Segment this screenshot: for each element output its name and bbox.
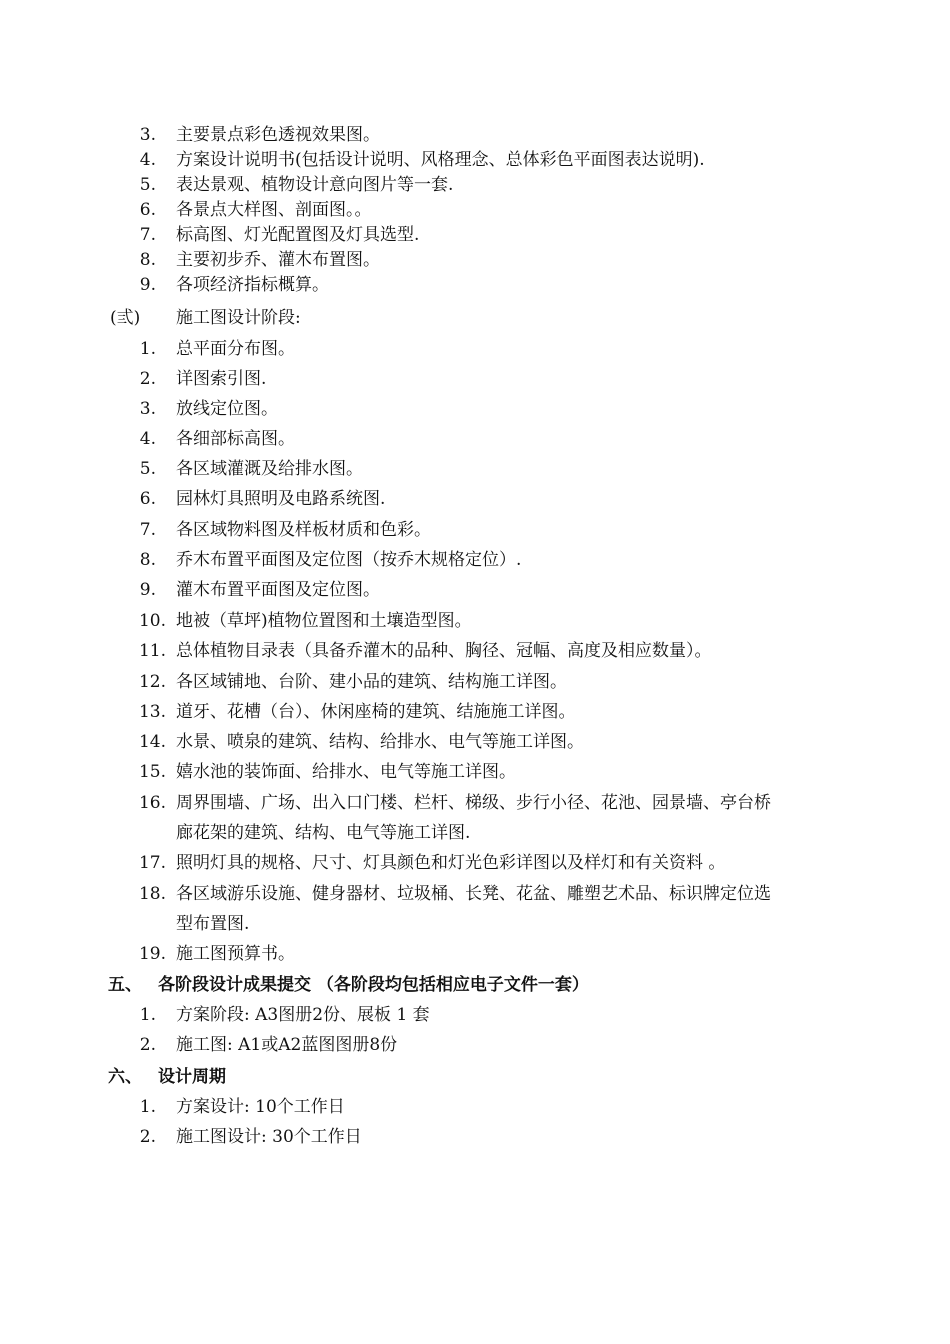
item-number: 2.	[139, 369, 156, 389]
item-number: 8.	[139, 250, 156, 270]
item-text: 灌木布置平面图及定位图。	[176, 580, 380, 600]
item-text: 放线定位图。	[176, 399, 278, 419]
item-text: 园林灯具照明及电路系统图.	[176, 489, 386, 509]
item-number: 3.	[139, 399, 156, 419]
item-number: 9.	[139, 275, 156, 295]
item-number: 5.	[139, 175, 156, 195]
item-number: 17.	[138, 853, 166, 873]
item-number: 18.	[138, 884, 166, 904]
item-number: 8.	[139, 550, 156, 570]
item-number: 2.	[139, 1035, 156, 1055]
item-text: 表达景观、植物设计意向图片等一套.	[176, 175, 454, 195]
item-number: 4.	[139, 150, 156, 170]
item-number: 13.	[138, 702, 166, 722]
item-text: 各区域游乐设施、健身器材、垃圾桶、长凳、花盆、雕塑艺术品、标识牌定位选	[176, 884, 771, 904]
item-number: 10.	[138, 611, 166, 631]
item-number: 6.	[139, 489, 156, 509]
item-text: 乔木布置平面图及定位图（按乔木规格定位）.	[176, 550, 522, 570]
item-text: 周界围墙、广场、出入口门楼、栏杆、梯级、步行小径、花池、园景墙、亭台桥	[176, 793, 771, 813]
item-number: 4.	[139, 429, 156, 449]
item-text: 详图索引图.	[176, 369, 267, 389]
item-text: 嬉水池的装饰面、给排水、电气等施工详图。	[176, 762, 516, 782]
item-number: 1.	[139, 1097, 156, 1117]
item-text: 方案阶段: A3图册2份、展板 1 套	[176, 1005, 430, 1025]
item-number: 6.	[139, 200, 156, 220]
item-text: 各景点大样图、剖面图。。	[176, 200, 372, 220]
item-text: 各项经济指标概算。	[176, 275, 329, 295]
item-number: 3.	[139, 125, 156, 145]
item-number: 14.	[138, 732, 166, 752]
item-text: 道牙、花槽（台）、休闲座椅的建筑、结施施工详图。	[176, 702, 576, 722]
item-number: 1.	[139, 339, 156, 359]
item-text: 照明灯具的规格、尺寸、灯具颜色和灯光色彩详图以及样灯和有关资料 。	[176, 853, 726, 873]
item-text: 方案设计说明书(包括设计说明、风格理念、总体彩色平面图表达说明).	[176, 150, 705, 170]
section-number: 六、	[108, 1067, 142, 1087]
item-text: 方案设计: 10个工作日	[176, 1097, 345, 1117]
item-text: 主要初步乔、灌木布置图。	[176, 250, 380, 270]
item-number: 19.	[138, 944, 166, 964]
item-number: 9.	[139, 580, 156, 600]
item-number: 15.	[138, 762, 166, 782]
item-text: 施工图: A1或A2蓝图图册8份	[176, 1035, 398, 1055]
item-text: 各区域铺地、台阶、建小品的建筑、结构施工详图。	[176, 672, 567, 692]
item-number: 5.	[139, 459, 156, 479]
item-number: 2.	[139, 1127, 156, 1147]
item-text: 水景、喷泉的建筑、结构、给排水、电气等施工详图。	[176, 732, 584, 752]
item-number: 7.	[139, 520, 156, 540]
item-text: 施工图设计: 30个工作日	[176, 1127, 362, 1147]
item-text: 型布置图.	[176, 914, 250, 934]
item-text: 总体植物目录表（具备乔灌木的品种、胸径、冠幅、高度及相应数量）。	[176, 641, 712, 661]
subsection-number: (弎)	[110, 308, 141, 328]
section-title: 设计周期	[158, 1067, 226, 1087]
item-text: 各区域灌溉及给排水图。	[176, 459, 363, 479]
item-text: 各细部标高图。	[176, 429, 295, 449]
item-number: 7.	[139, 225, 156, 245]
subsection-title: 施工图设计阶段:	[176, 308, 301, 328]
item-text: 主要景点彩色透视效果图。	[176, 125, 380, 145]
item-number: 12.	[138, 672, 166, 692]
item-number: 16.	[138, 793, 166, 813]
item-text: 廊花架的建筑、结构、电气等施工详图.	[176, 823, 471, 843]
item-text: 各区域物料图及样板材质和色彩。	[176, 520, 431, 540]
item-number: 11.	[138, 641, 166, 661]
item-text: 施工图预算书。	[176, 944, 295, 964]
item-text: 地被（草坪)植物位置图和土壤造型图。	[176, 611, 472, 631]
item-number: 1.	[139, 1005, 156, 1025]
item-text: 总平面分布图。	[176, 339, 295, 359]
section-number: 五、	[108, 975, 142, 995]
item-text: 标高图、灯光配置图及灯具选型.	[176, 225, 420, 245]
section-title: 各阶段设计成果提交 （各阶段均包括相应电子文件一套）	[158, 975, 589, 995]
